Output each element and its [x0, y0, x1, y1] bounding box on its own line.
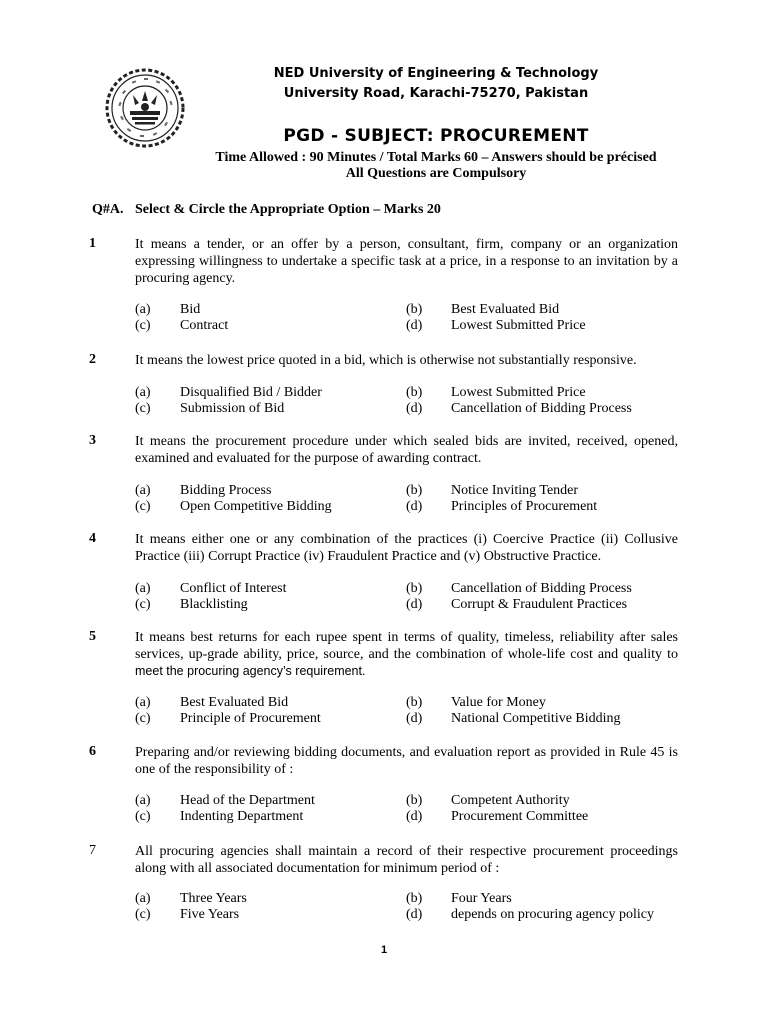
- question-number: 3: [89, 433, 96, 448]
- option-text: Best Evaluated Bid: [180, 695, 289, 710]
- option-letter: (c): [135, 711, 151, 726]
- option-text: Head of the Department: [180, 793, 315, 808]
- option-text: Four Years: [451, 891, 512, 906]
- option-text: Bid: [180, 302, 201, 317]
- question-number: 7: [89, 843, 96, 858]
- option-letter: (b): [406, 302, 423, 317]
- question-text: It means either one or any combination of the practices (i) Coercive Practice (ii) Collusive Practice (iii) Corrupt Practice (iv) Fraudulent Practice and (v) Obstructive Practice.: [135, 532, 678, 564]
- question-number: 2: [89, 352, 96, 367]
- option-letter: (d): [406, 711, 423, 726]
- option-text: Blacklisting: [180, 597, 248, 612]
- option-letter: (c): [135, 401, 151, 416]
- option-letter: (b): [406, 483, 423, 498]
- option-text: Cancellation of Bidding Process: [451, 581, 632, 596]
- option-letter: (a): [135, 793, 151, 808]
- option-text: Principle of Procurement: [180, 711, 321, 726]
- option-text: Contract: [180, 318, 229, 333]
- option-letter: (d): [406, 809, 423, 824]
- option-letter: (d): [406, 499, 423, 514]
- option-text: Notice Inviting Tender: [451, 483, 579, 498]
- option-letter: (b): [406, 385, 423, 400]
- option-text: Value for Money: [451, 695, 546, 710]
- option-letter: (c): [135, 809, 151, 824]
- option-letter: (c): [135, 318, 151, 333]
- option-letter: (c): [135, 597, 151, 612]
- option-letter: (a): [135, 581, 151, 596]
- option-text: Disqualified Bid / Bidder: [180, 385, 322, 400]
- question-text-main: It means best returns for each rupee spent in terms of quality, timeless, reliability after sales services, up-grade ability, price, source, and the combination of whole-life cost and quality to: [135, 630, 678, 662]
- question-text: It means the procurement procedure under which sealed bids are invited, received, opened, examined and evaluated for the purpose of awarding contract.: [135, 434, 678, 466]
- option-letter: (d): [406, 401, 423, 416]
- subject-title: PGD - SUBJECT: PROCUREMENT: [283, 126, 589, 146]
- option-letter: (d): [406, 907, 423, 922]
- option-letter: (a): [135, 302, 151, 317]
- section-heading: [92, 202, 441, 218]
- question-text-tail: meet the procuring agency’s requirement.: [135, 664, 366, 678]
- question-text: It means the lowest price quoted in a bid, which is otherwise not substantially responsive.: [135, 353, 637, 368]
- university-name: NED University of Engineering & Technology: [273, 66, 599, 81]
- option-text: Corrupt & Fraudulent Practices: [451, 597, 628, 612]
- option-letter: (b): [406, 891, 423, 906]
- university-address: University Road, Karachi-75270, Pakistan: [283, 86, 589, 101]
- option-letter: (a): [135, 695, 151, 710]
- question-number: 4: [89, 531, 96, 546]
- option-text: National Competitive Bidding: [451, 711, 621, 726]
- option-text: Lowest Submitted Price: [451, 385, 586, 400]
- option-letter: (a): [135, 891, 151, 906]
- option-letter: (c): [135, 499, 151, 514]
- question-number: 5: [89, 629, 96, 644]
- option-text: depends on procuring agency policy: [451, 907, 654, 922]
- question-number: 6: [89, 744, 96, 759]
- option-letter: (b): [406, 581, 423, 596]
- question-text: [135, 629, 678, 680]
- option-text: Three Years: [180, 891, 247, 906]
- option-letter: (b): [406, 695, 423, 710]
- option-letter: (a): [135, 385, 151, 400]
- section-title: Select & Circle the Appropriate Option – Marks 20: [135, 202, 441, 217]
- question-text: It means a tender, or an offer by a person, consultant, firm, company or an organization expressing willingness to undertake a specific task at a price, in a response to an invitation by a procuring agency.: [135, 237, 678, 286]
- time-allowed: Time Allowed : 90 Minutes / Total Marks 60 – Answers should be précised: [215, 150, 657, 165]
- question-text: All procuring agencies shall maintain a record of their respective procurement proceedings along with all associated documentation for minimum period of :: [135, 844, 678, 876]
- option-text: Conflict of Interest: [180, 581, 287, 596]
- option-text: Five Years: [180, 907, 240, 922]
- page-number: 1: [380, 944, 388, 956]
- question-text: Preparing and/or reviewing bidding documents, and evaluation report as provided in Rule 45 is one of the responsibility of :: [135, 745, 678, 777]
- compulsory-note: All Questions are Compulsory: [345, 166, 527, 181]
- option-letter: (a): [135, 483, 151, 498]
- option-text: Open Competitive Bidding: [180, 499, 332, 514]
- option-text: Principles of Procurement: [451, 499, 598, 514]
- option-text: Competent Authority: [451, 793, 570, 808]
- option-text: Bidding Process: [180, 483, 272, 498]
- option-text: Indenting Department: [180, 809, 304, 824]
- option-text: Best Evaluated Bid: [451, 302, 560, 317]
- option-letter: (b): [406, 793, 423, 808]
- option-letter: (d): [406, 318, 423, 333]
- option-letter: (c): [135, 907, 151, 922]
- option-text: Submission of Bid: [180, 401, 285, 416]
- question-number: 1: [89, 236, 96, 251]
- option-letter: (d): [406, 597, 423, 612]
- option-text: Cancellation of Bidding Process: [451, 401, 632, 416]
- section-label: Q#A.: [92, 202, 124, 217]
- option-text: Procurement Committee: [451, 809, 589, 824]
- option-text: Lowest Submitted Price: [451, 318, 586, 333]
